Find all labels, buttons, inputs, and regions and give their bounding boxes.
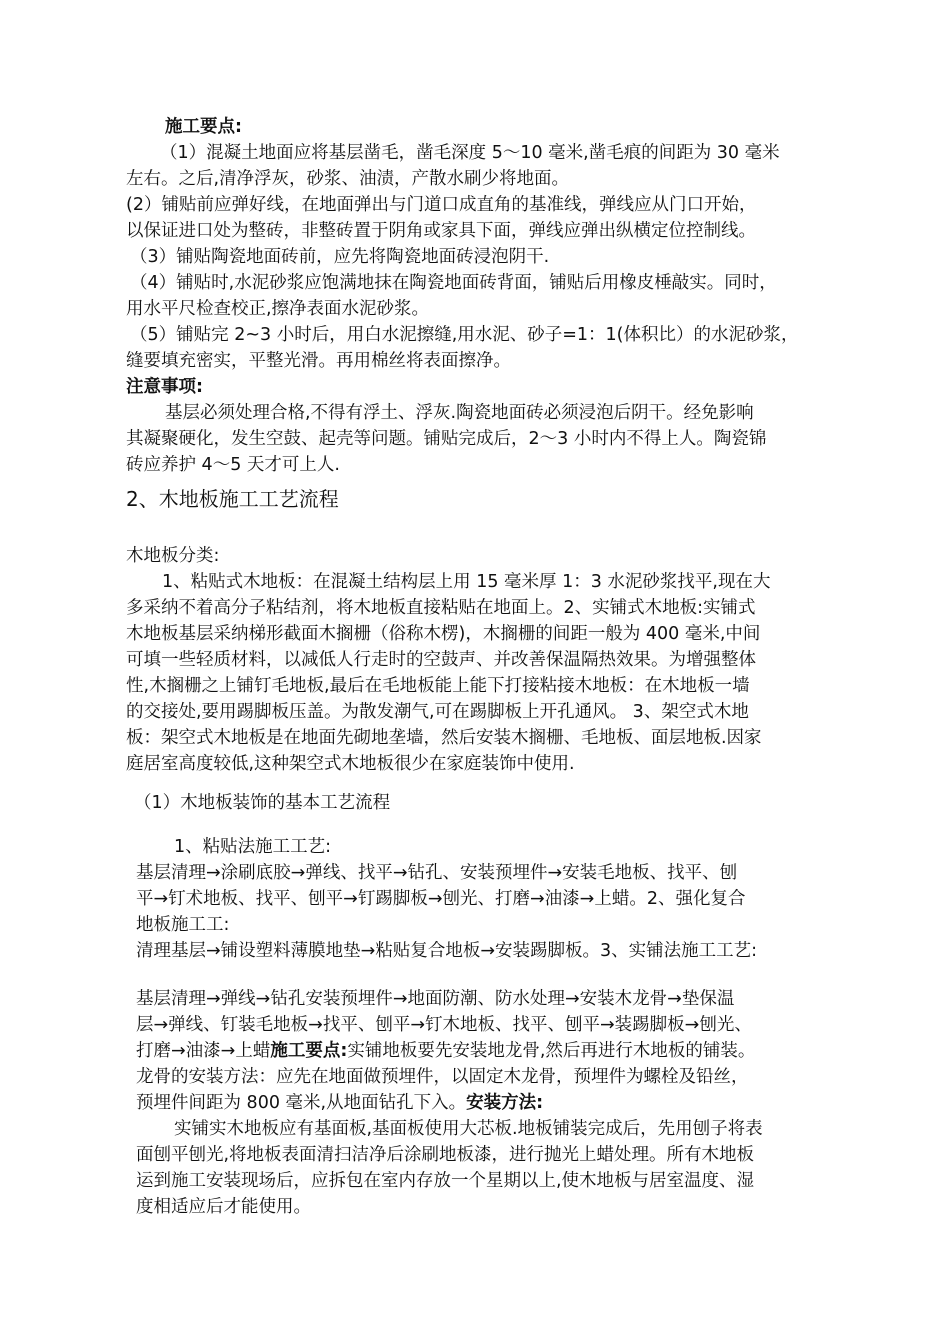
paragraph-line: 性,木搁栅之上铺钉毛地板,最后在毛地板能上能下打接粘接木地板：在木地板一墙 bbox=[126, 676, 750, 696]
notes-heading: 注意事项: bbox=[126, 377, 203, 397]
paragraph-line: 多采纳不着高分子粘结剂，将木地板直接粘贴在地面上。2、实铺式木地板:实铺式 bbox=[126, 598, 756, 618]
paragraph-line: 运到施工安装现场后，应拆包在室内存放一个星期以上,使木地板与居室温度、湿 bbox=[136, 1171, 755, 1191]
construction-points-heading: 施工要点: bbox=[165, 117, 242, 137]
text-run: 打磨→油漆→上蜡 bbox=[136, 1041, 271, 1061]
paragraph-line: 用水平尺检查校正,擦净表面水泥砂浆。 bbox=[126, 299, 430, 319]
paragraph-line: 左右。之后,清净浮灰，砂浆、油渍，产散水刷少将地面。 bbox=[126, 169, 570, 189]
text-run: 预埋件间距为 800 毫米,从地面钻孔下入。 bbox=[136, 1093, 467, 1113]
paragraph-line: 面刨平刨光,将地板表面清扫洁净后涂刷地板漆，进行抛光上蜡处理。所有木地板 bbox=[136, 1145, 755, 1165]
paragraph-line: 实铺实木地板应有基面板,基面板使用大芯板.地板铺装完成后，先用刨子将表 bbox=[174, 1119, 763, 1139]
paragraph-line: （3）铺贴陶瓷地面砖前，应先将陶瓷地面砖浸泡阴干. bbox=[130, 247, 550, 267]
paragraph-line: （4）铺贴时,水泥砂浆应饱满地抹在陶瓷地面砖背面，铺贴后用橡皮棰敲实。同时， bbox=[130, 273, 777, 293]
paragraph-line bbox=[136, 1038, 755, 1064]
paragraph-line: 基层清理→涂刷底胶→弹线、找平→钻孔、安装预埋件→安装毛地板、找平、刨 bbox=[136, 863, 738, 883]
paragraph-line: 地板施工工: bbox=[136, 915, 230, 935]
paragraph-line: 木地板基层采纳梯形截面木搁栅（俗称木楞)，木搁栅的间距一般为 400 毫米,中间 bbox=[126, 624, 761, 644]
paragraph-line: 以保证进口处为整砖，非整砖置于阴角或家具下面，弹线应弹出纵横定位控制线。 bbox=[126, 221, 756, 241]
subsection-title: （1）木地板装饰的基本工艺流程 bbox=[134, 793, 391, 813]
paragraph-line: 平→钉术地板、找平、刨平→钉踢脚板→刨光、打磨→油漆→上蜡。2、强化复合 bbox=[136, 889, 746, 909]
text-run: 实铺地板要先安装地龙骨,然后再进行木地板的铺装。 bbox=[347, 1041, 756, 1061]
paragraph-line: （1）混凝土地面应将基层凿毛，凿毛深度 5～10 毫米,凿毛痕的间距为 30 毫米 bbox=[160, 143, 780, 163]
paragraph-line: 清理基层→铺设塑料薄膜地垫→粘贴复合地板→安装踢脚板。3、实铺法施工工艺: bbox=[136, 941, 758, 961]
paragraph-line: 层→弹线、钉装毛地板→找平、刨平→钉木地板、找平、刨平→装踢脚板→刨光、 bbox=[136, 1015, 752, 1035]
bold-heading-inline: 施工要点: bbox=[270, 1041, 348, 1061]
paragraph-line: 可填一些轻质材料，以减低人行走时的空鼓声、并改善保温隔热效果。为增强整体 bbox=[126, 650, 756, 670]
paragraph-line: 基层清理→弹线→钻孔安装预埋件→地面防潮、防水处理→安装木龙骨→垫保温 bbox=[136, 989, 735, 1009]
paragraph-line: 庭居室高度较低,这种架空式木地板很少在家庭装饰中使用. bbox=[126, 754, 575, 774]
paragraph-line: 砖应养护 4～5 天才可上人. bbox=[126, 455, 340, 475]
paragraph-line: 度相适应后才能使用。 bbox=[136, 1197, 311, 1217]
paragraph-line: 1、粘贴式木地板：在混凝土结构层上用 15 毫米厚 1：3 水泥砂浆找平,现在大 bbox=[162, 572, 771, 592]
bold-heading-inline: 安装方法: bbox=[466, 1093, 544, 1113]
paragraph-line: (2）铺贴前应弹好线，在地面弹出与门道口成直角的基准线，弹线应从门口开始， bbox=[126, 195, 757, 215]
paragraph-line: 基层必须处理合格,不得有浮土、浮灰.陶瓷地面砖必须浸泡后阴干。经免影响 bbox=[165, 403, 754, 423]
paragraph-line: （5）铺贴完 2~3 小时后，用白水泥擦缝,用水泥、砂子=1：1(体积比）的水泥砂浆， bbox=[130, 325, 799, 345]
method-label: 1、粘贴法施工工艺: bbox=[174, 837, 332, 857]
section-title: 2、木地板施工工艺流程 bbox=[126, 487, 339, 511]
paragraph-line: 板：架空式木地板是在地面先砌地垄墙，然后安装木搁栅、毛地板、面层地板.因家 bbox=[126, 728, 762, 748]
paragraph-line: 的交接处,要用踢脚板压盖。为散发潮气,可在踢脚板上开孔通风。 3、架空式木地 bbox=[126, 702, 749, 722]
paragraph-line: 其凝聚硬化，发生空鼓、起壳等问题。铺贴完成后，2～3 小时内不得上人。陶瓷锦 bbox=[126, 429, 767, 449]
paragraph-line: 龙骨的安装方法：应先在地面做预埋件，以固定木龙骨，预埋件为螺栓及铅丝， bbox=[136, 1067, 749, 1087]
paragraph-line: 缝要填充密实，平整光滑。再用棉丝将表面擦净。 bbox=[126, 351, 511, 371]
paragraph-line bbox=[136, 1090, 543, 1116]
classification-label: 木地板分类: bbox=[126, 546, 220, 566]
